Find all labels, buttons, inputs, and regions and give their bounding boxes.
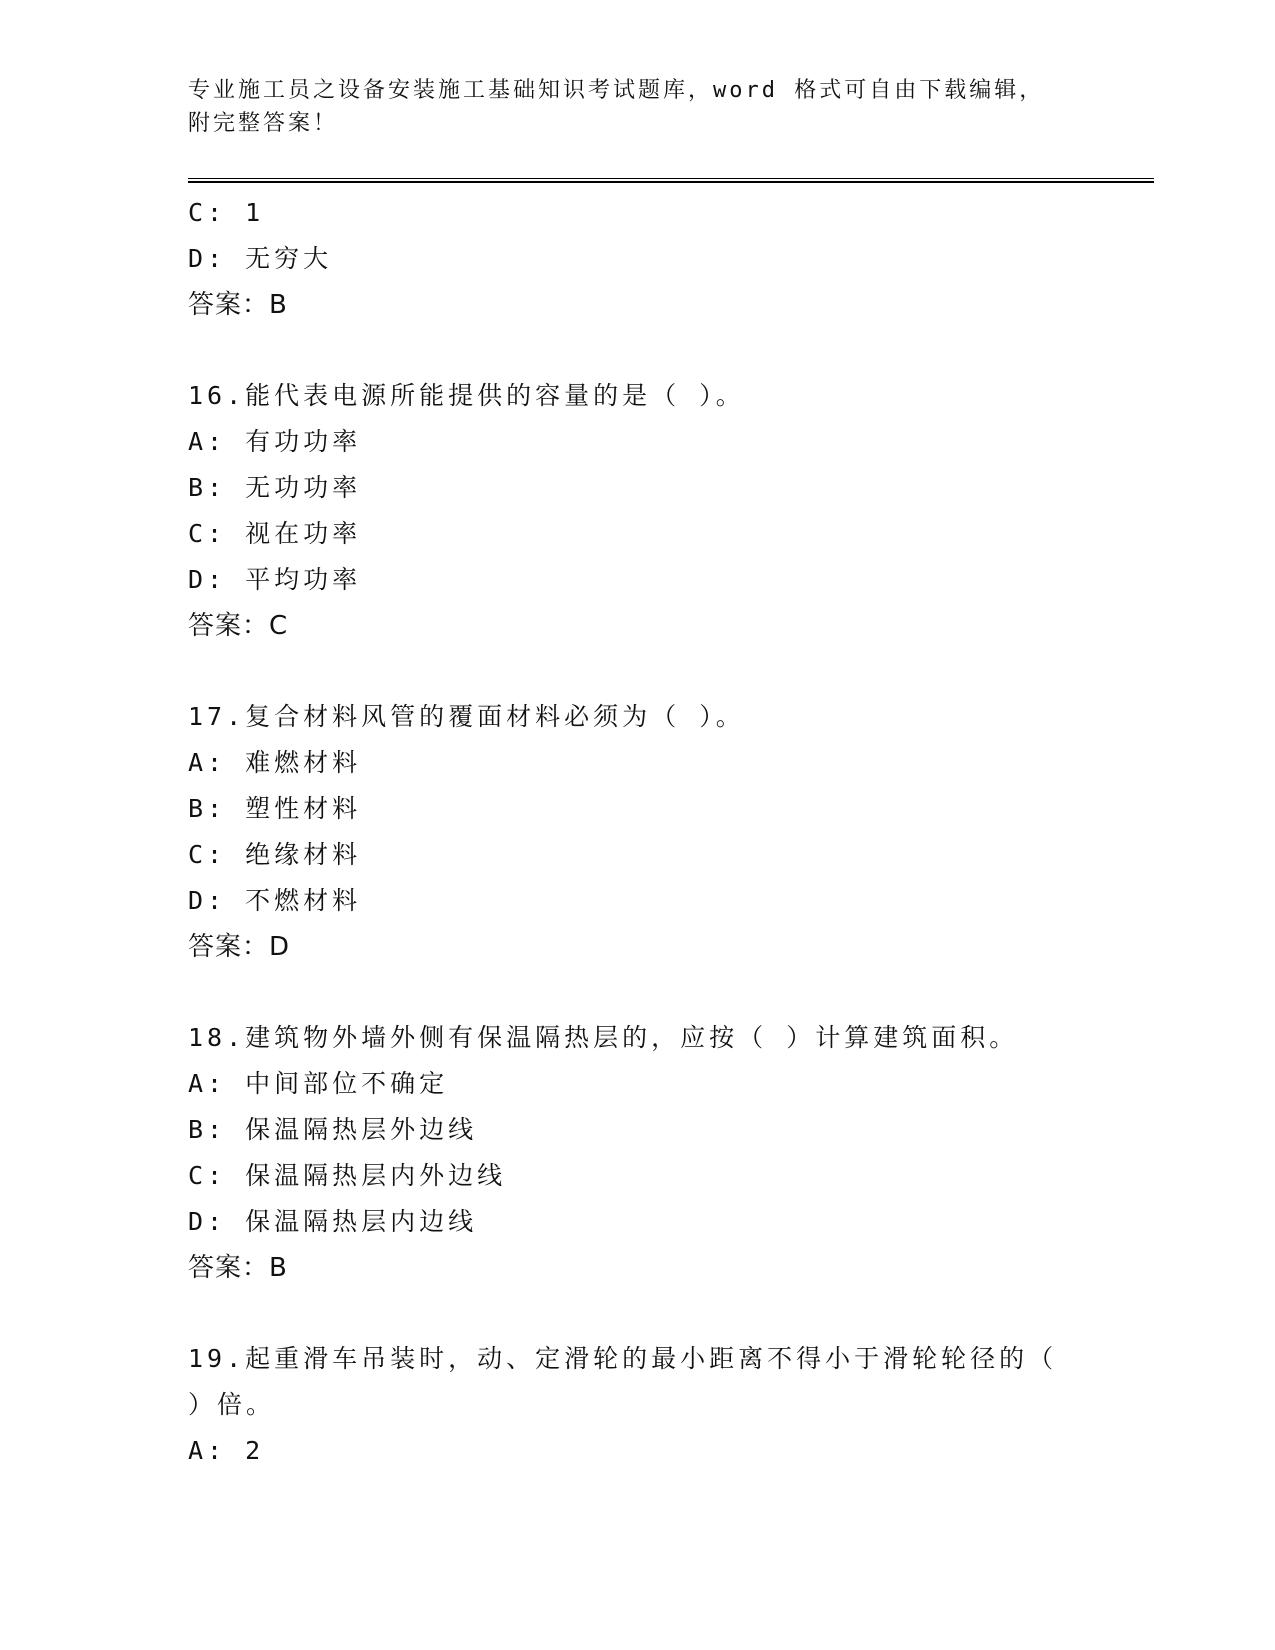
answer-line: 答案：C bbox=[188, 611, 289, 641]
document-body bbox=[188, 190, 1088, 1474]
option-d: D: 保温隔热层内边线 bbox=[188, 1207, 478, 1236]
question-stem: 17.复合材料风管的覆面材料必须为（ ）。 bbox=[188, 702, 745, 731]
option-d: D: 不燃材料 bbox=[188, 886, 362, 915]
question-stem: 19.起重滑车吊装时，动、定滑轮的最小距离不得小于滑轮轮径的（ ）倍。 bbox=[188, 1344, 1058, 1419]
option-a: A: 2 bbox=[188, 1436, 265, 1465]
option-b: B: 塑性材料 bbox=[188, 794, 362, 823]
option-c: C: 1 bbox=[188, 198, 265, 227]
option-c: C: 绝缘材料 bbox=[188, 840, 362, 869]
question-18 bbox=[188, 1015, 1088, 1291]
option-c: C: 视在功率 bbox=[188, 519, 362, 548]
option-a: A: 中间部位不确定 bbox=[188, 1069, 449, 1098]
question-stem: 18.建筑物外墙外侧有保温隔热层的，应按（ ）计算建筑面积。 bbox=[188, 1023, 1019, 1052]
question-stem: 16.能代表电源所能提供的容量的是（ ）。 bbox=[188, 381, 745, 410]
option-d: D: 平均功率 bbox=[188, 565, 362, 594]
document-header: 专业施工员之设备安装施工基础知识考试题库，word 格式可自由下载编辑，附完整答案！ bbox=[188, 78, 1045, 136]
answer-line: 答案：D bbox=[188, 932, 291, 962]
answer-line: 答案：B bbox=[188, 290, 288, 320]
option-d: D: 无穷大 bbox=[188, 244, 333, 273]
answer-line: 答案：B bbox=[188, 1253, 288, 1283]
option-b: B: 无功功率 bbox=[188, 473, 362, 502]
question-17 bbox=[188, 694, 1088, 970]
question-16 bbox=[188, 373, 1088, 649]
option-a: A: 难燃材料 bbox=[188, 748, 362, 777]
option-a: A: 有功功率 bbox=[188, 427, 362, 456]
option-c: C: 保温隔热层内外边线 bbox=[188, 1161, 507, 1190]
question-15-tail bbox=[188, 190, 1088, 328]
question-19 bbox=[188, 1336, 1088, 1474]
header-divider bbox=[188, 178, 1154, 183]
option-b: B: 保温隔热层外边线 bbox=[188, 1115, 478, 1144]
